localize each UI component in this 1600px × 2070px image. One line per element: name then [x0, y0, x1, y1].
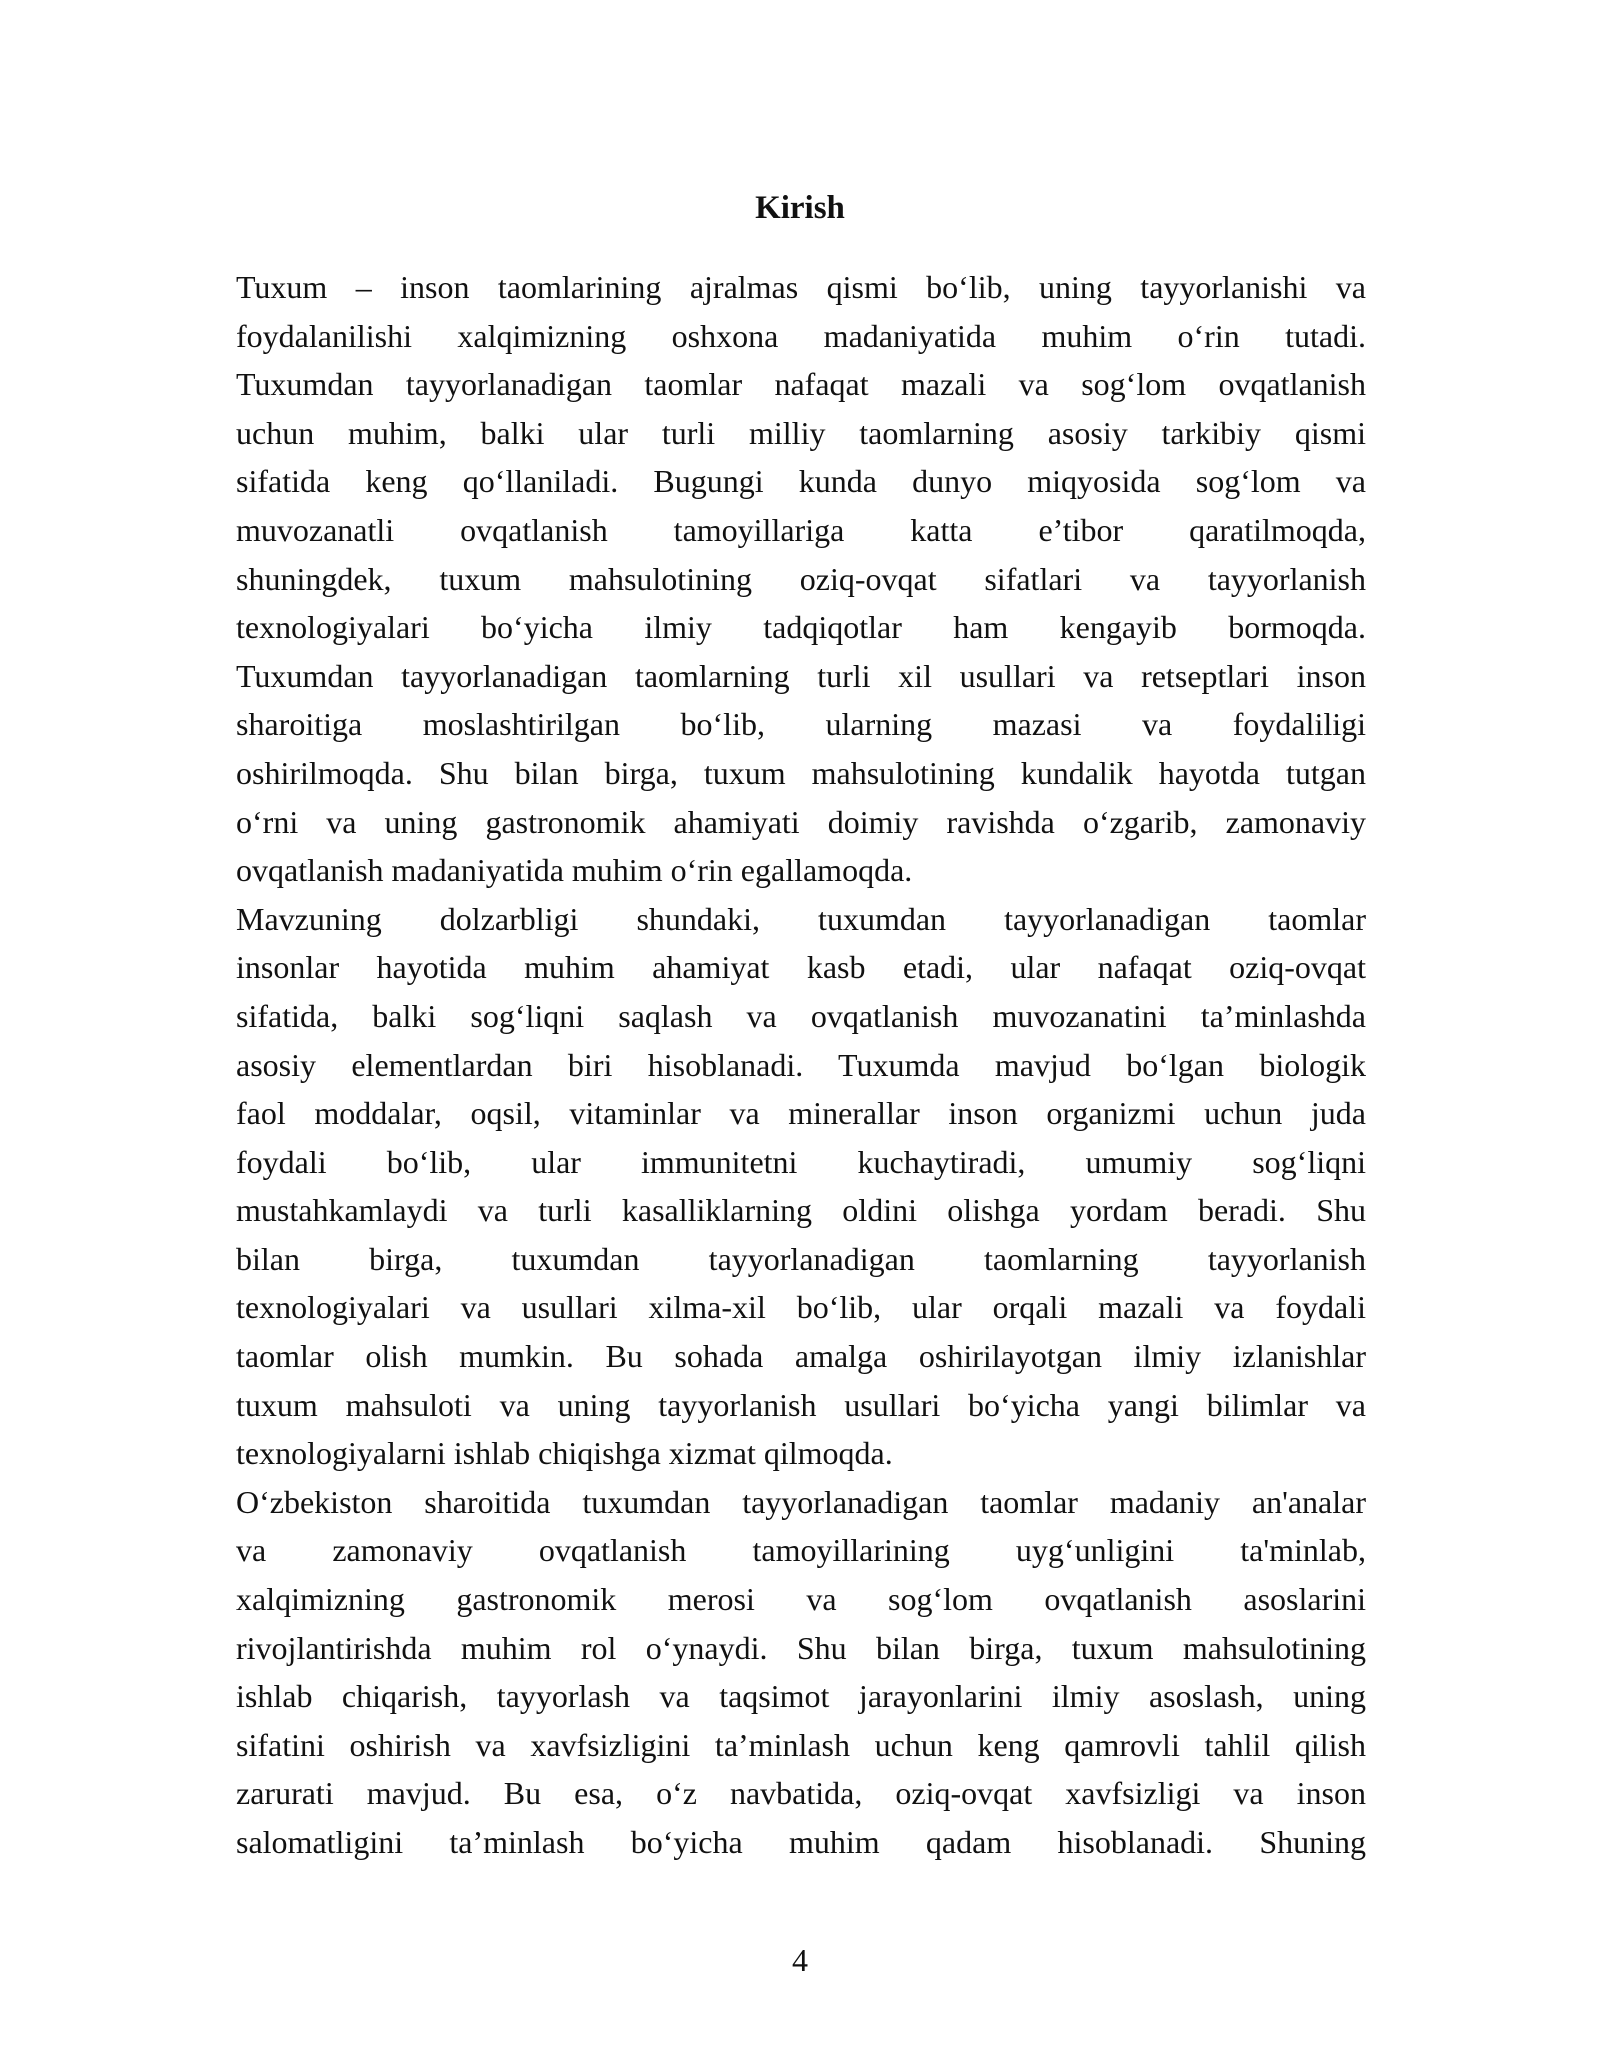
text-line: Tuxumdan tayyorlanadigan taomlar nafaqat mazali va sog‘lom ovqatlanish [236, 366, 1366, 403]
text-line: sifatida keng qo‘llaniladi. Bugungi kunda dunyo miqyosida sog‘lom va [236, 463, 1366, 500]
text-line: zarurati mavjud. Bu esa, o‘z navbatida, oziq-ovqat xavfsizligi va inson [236, 1775, 1366, 1812]
text-line: texnologiyalari va usullari xilma-xil bo‘lib, ular orqali mazali va foydali [236, 1289, 1366, 1326]
text-line: mustahkamlaydi va turli kasalliklarning oldini olishga yordam beradi. Shu [236, 1192, 1366, 1229]
text-line: Mavzuning dolzarbligi shundaki, tuxumdan tayyorlanadigan taomlar [236, 900, 1366, 937]
text-line: salomatligini ta’minlash bo‘yicha muhim qadam hisoblanadi. Shuning [236, 1824, 1366, 1860]
text-line: texnologiyalarni ishlab chiqishga xizmat qilmoqda. [236, 1435, 893, 1472]
text-line: O‘zbekiston sharoitida tuxumdan tayyorlanadigan taomlar madaniy an'analar [236, 1483, 1366, 1520]
text-line: oshirilmoqda. Shu bilan birga, tuxum mahsulotining kundalik hayotda tutgan [236, 754, 1366, 791]
text-line: o‘rni va uning gastronomik ahamiyati doimiy ravishda o‘zgarib, zamonaviy [236, 803, 1366, 840]
text-line: faol moddalar, oqsil, vitaminlar va minerallar inson organizmi uchun juda [236, 1095, 1366, 1132]
text-line: ovqatlanish madaniyatida muhim o‘rin egallamoqda. [236, 852, 913, 889]
text-line: shuningdek, tuxum mahsulotining oziq-ovqat sifatlari va tayyorlanish [236, 560, 1366, 597]
text-line: ishlab chiqarish, tayyorlash va taqsimot jarayonlarini ilmiy asoslash, uning [236, 1678, 1366, 1715]
text-line: rivojlantirishda muhim rol o‘ynaydi. Shu bilan birga, tuxum mahsulotining [236, 1629, 1366, 1666]
text-line: xalqimizning gastronomik merosi va sog‘lom ovqatlanish asoslarini [236, 1581, 1366, 1618]
text-line: texnologiyalari bo‘yicha ilmiy tadqiqotlar ham kengayib bormoqda. [236, 609, 1366, 646]
text-line: sifatini oshirish va xavfsizligini ta’minlash uchun keng qamrovli tahlil qilish [236, 1726, 1366, 1763]
text-line: insonlar hayotida muhim ahamiyat kasb etadi, ular nafaqat oziq-ovqat [236, 949, 1366, 986]
text-line: foydali bo‘lib, ular immunitetni kuchaytiradi, umumiy sog‘liqni [236, 1143, 1366, 1180]
text-line: asosiy elementlardan biri hisoblanadi. Tuxumda mavjud bo‘lgan biologik [236, 1046, 1366, 1083]
text-line: va zamonaviy ovqatlanish tamoyillarining uyg‘unligini ta'minlab, [236, 1532, 1366, 1569]
text-line: foydalanilishi xalqimizning oshxona madaniyatida muhim o‘rin tutadi. [236, 317, 1366, 354]
text-line: sifatida, balki sog‘liqni saqlash va ovqatlanish muvozanatini ta’minlashda [236, 997, 1366, 1034]
text-line: taomlar olish mumkin. Bu sohada amalga oshirilayotgan ilmiy izlanishlar [236, 1338, 1366, 1375]
text-line: Tuxumdan tayyorlanadigan taomlarning turli xil usullari va retseptlari inson [236, 657, 1366, 694]
text-line: tuxum mahsuloti va uning tayyorlanish usullari bo‘yicha yangi bilimlar va [236, 1386, 1366, 1423]
page-title: Kirish [755, 190, 845, 226]
text-line: Tuxum – inson taomlarining ajralmas qismi bo‘lib, uning tayyorlanishi va [236, 269, 1366, 305]
body-paragraph [236, 263, 1366, 1867]
text-line: bilan birga, tuxumdan tayyorlanadigan taomlarning tayyorlanish [236, 1240, 1366, 1277]
text-line: uchun muhim, balki ular turli milliy taomlarning asosiy tarkibiy qismi [236, 414, 1366, 451]
text-line: sharoitiga moslashtirilgan bo‘lib, ularning mazasi va foydaliligi [236, 706, 1366, 743]
text-line: muvozanatli ovqatlanish tamoyillariga katta e’tibor qaratilmoqda, [236, 511, 1366, 548]
page-number: 4 [792, 1942, 808, 1978]
